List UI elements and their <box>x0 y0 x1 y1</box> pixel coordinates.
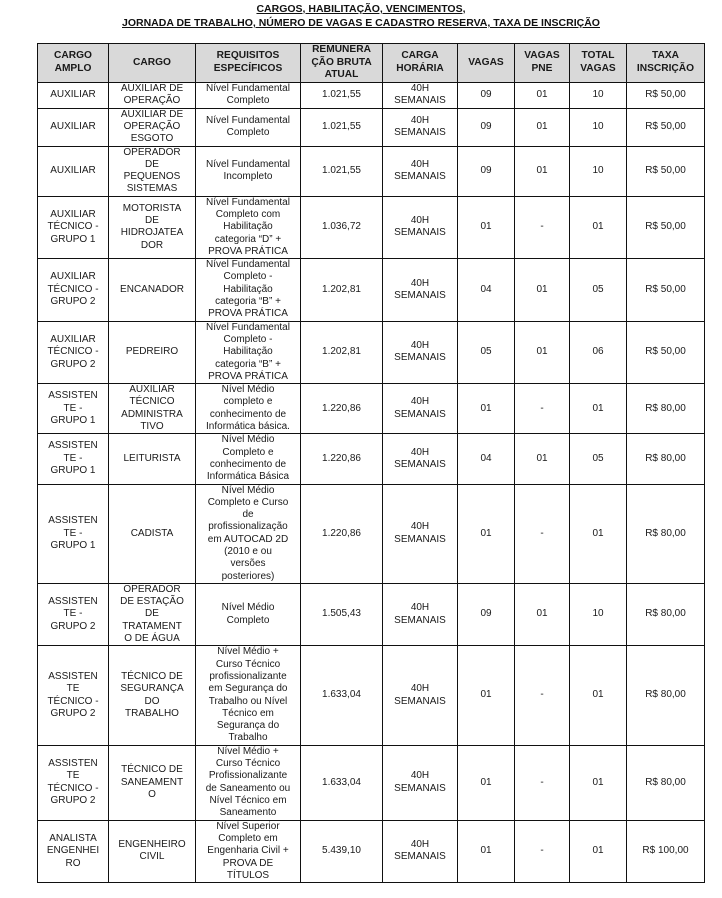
cell-taxa-inscricao <box>627 646 705 745</box>
cell-requisitos-especificos <box>196 484 301 583</box>
cell-cargo-amplo <box>38 434 109 484</box>
cell-taxa-inscricao <box>627 384 705 434</box>
cell-remuneracao-bruta-atual <box>301 484 383 583</box>
cargo-value: CADISTA <box>130 527 174 539</box>
cell-carga-horaria <box>383 484 458 583</box>
cell-total-vagas <box>570 108 627 146</box>
taxa-inscricao-value: R$ 100,00 <box>642 845 689 857</box>
vagas-value: 01 <box>480 845 492 857</box>
total-vagas-value: 10 <box>592 164 604 176</box>
cell-requisitos-especificos <box>196 745 301 820</box>
table-row <box>38 434 705 484</box>
cell-total-vagas <box>570 745 627 820</box>
cargo-value: OPERADOR DE PEQUENOS SISTEMAS <box>123 146 181 195</box>
cell-total-vagas <box>570 259 627 321</box>
table-row <box>38 646 705 745</box>
cell-carga-horaria <box>383 196 458 258</box>
cell-vagas-pne <box>515 384 570 434</box>
cell-cargo-amplo <box>38 82 109 108</box>
vagas-value: 09 <box>480 164 492 176</box>
table-row <box>38 820 705 882</box>
taxa-inscricao-value: R$ 80,00 <box>645 527 686 539</box>
taxa-inscricao-value: R$ 50,00 <box>645 283 686 295</box>
cell-remuneracao-bruta-atual <box>301 321 383 383</box>
vagas-value: 01 <box>480 527 492 539</box>
requisitos-especificos-value: Nível Fundamental Completo - Habilitação categoria “B” + PROVA PRÁTICA <box>206 321 290 382</box>
vagas-pne-value: - <box>540 402 544 414</box>
cargo-value: ENCANADOR <box>120 283 184 295</box>
cell-total-vagas <box>570 820 627 882</box>
taxa-inscricao-value: R$ 50,00 <box>645 346 686 358</box>
cell-cargo <box>109 321 196 383</box>
requisitos-especificos-value: Nível Fundamental Completo - Habilitação categoria “B” + PROVA PRÁTICA <box>206 259 290 320</box>
remuneracao-bruta-atual-value: 1.021,55 <box>322 164 361 176</box>
cell-cargo <box>109 646 196 745</box>
cell-taxa-inscricao <box>627 196 705 258</box>
carga-horaria-value: 40H SEMANAIS <box>394 277 446 301</box>
cell-vagas-pne <box>515 745 570 820</box>
carga-horaria-value: 40H SEMANAIS <box>394 683 446 707</box>
carga-horaria-value: 40H SEMANAIS <box>394 82 446 106</box>
cargo-value: AUXILIAR TÉCNICO ADMINISTRA TIVO <box>121 384 183 433</box>
column-header-label: REQUISITOS ESPECÍFICOS <box>213 50 283 74</box>
table-row <box>38 745 705 820</box>
cargo-value: TÉCNICO DE SANEAMENT O <box>120 764 184 800</box>
cargo-amplo-value: AUXILIAR <box>50 120 96 132</box>
cargo-value: LEITURISTA <box>123 452 181 464</box>
table-row <box>38 583 705 645</box>
carga-horaria-value: 40H SEMANAIS <box>394 340 446 364</box>
cell-vagas-pne <box>515 321 570 383</box>
vagas-value: 09 <box>480 608 492 620</box>
cell-carga-horaria <box>383 820 458 882</box>
cell-cargo <box>109 196 196 258</box>
cell-requisitos-especificos <box>196 146 301 196</box>
remuneracao-bruta-atual-value: 1.220,86 <box>322 452 361 464</box>
requisitos-especificos-value: Nível Médio Completo e Curso de profissionalização em AUTOCAD 2D (2010 e ou versões posteriores) <box>207 484 289 582</box>
column-header-carga-horaria <box>383 44 458 83</box>
cell-cargo-amplo <box>38 259 109 321</box>
cell-cargo-amplo <box>38 108 109 146</box>
column-header-vagas <box>458 44 515 83</box>
positions-table <box>37 43 705 883</box>
vagas-value: 01 <box>480 689 492 701</box>
column-header-cargo-amplo <box>38 44 109 83</box>
cell-cargo-amplo <box>38 146 109 196</box>
cell-carga-horaria <box>383 434 458 484</box>
requisitos-especificos-value: Nível Fundamental Completo <box>206 114 290 138</box>
cell-vagas-pne <box>515 196 570 258</box>
cargo-value: AUXILIAR DE OPERAÇÃO <box>120 82 184 106</box>
column-header-label: CARGA HORÁRIA <box>396 50 444 74</box>
vagas-value: 01 <box>480 402 492 414</box>
vagas-pne-value: - <box>540 689 544 701</box>
cargo-value: MOTORISTA DE HIDROJATEA DOR <box>120 202 184 251</box>
cell-total-vagas <box>570 321 627 383</box>
cell-cargo <box>109 434 196 484</box>
cargo-value: OPERADOR DE ESTAÇÃO DE TRATAMENT O DE ÁGUA <box>120 583 184 645</box>
cell-carga-horaria <box>383 583 458 645</box>
cell-carga-horaria <box>383 745 458 820</box>
column-header-remuneracao-bruta-atual <box>301 44 383 83</box>
cell-vagas-pne <box>515 820 570 882</box>
cargo-amplo-value: ASSISTEN TE - GRUPO 1 <box>48 515 98 551</box>
cell-vagas <box>458 146 515 196</box>
taxa-inscricao-value: R$ 80,00 <box>645 689 686 701</box>
cell-total-vagas <box>570 196 627 258</box>
cargo-amplo-value: ASSISTEN TE - GRUPO 2 <box>48 596 98 632</box>
cell-cargo <box>109 384 196 434</box>
column-header-requisitos-especificos <box>196 44 301 83</box>
vagas-value: 01 <box>480 776 492 788</box>
cell-cargo-amplo <box>38 321 109 383</box>
table-body <box>38 82 705 883</box>
carga-horaria-value: 40H SEMANAIS <box>394 770 446 794</box>
cell-remuneracao-bruta-atual <box>301 583 383 645</box>
vagas-pne-value: 01 <box>536 164 548 176</box>
remuneracao-bruta-atual-value: 1.021,55 <box>322 88 361 100</box>
vagas-pne-value: - <box>540 845 544 857</box>
carga-horaria-value: 40H SEMANAIS <box>394 158 446 183</box>
cargo-amplo-value: AUXILIAR TÉCNICO - GRUPO 1 <box>47 208 99 245</box>
cell-cargo <box>109 745 196 820</box>
cargo-amplo-value: AUXILIAR <box>50 164 96 176</box>
vagas-pne-value: - <box>540 221 544 233</box>
column-header-vagas-pne <box>515 44 570 83</box>
cell-taxa-inscricao <box>627 434 705 484</box>
vagas-pne-value: 01 <box>536 283 548 295</box>
column-header-label: REMUNERA ÇÃO BRUTA ATUAL <box>311 44 372 80</box>
cell-cargo-amplo <box>38 484 109 583</box>
cell-vagas-pne <box>515 646 570 745</box>
cell-total-vagas <box>570 82 627 108</box>
cell-total-vagas <box>570 646 627 745</box>
cell-taxa-inscricao <box>627 321 705 383</box>
document-title-line-1: CARGOS, HABILITAÇÃO, VENCIMENTOS, <box>256 3 466 15</box>
total-vagas-value: 05 <box>592 452 604 464</box>
cell-vagas <box>458 583 515 645</box>
cell-total-vagas <box>570 583 627 645</box>
cargo-amplo-value: AUXILIAR TÉCNICO - GRUPO 2 <box>47 333 99 370</box>
cell-remuneracao-bruta-atual <box>301 434 383 484</box>
vagas-value: 05 <box>480 346 492 358</box>
cargo-value: PEDREIRO <box>125 346 179 358</box>
total-vagas-value: 10 <box>592 88 604 100</box>
cargo-value: TÉCNICO DE SEGURANÇA DO TRABALHO <box>120 670 184 719</box>
requisitos-especificos-value: Nível Médio Completo <box>221 602 275 626</box>
cell-requisitos-especificos <box>196 196 301 258</box>
cell-vagas-pne <box>515 82 570 108</box>
vagas-pne-value: 01 <box>536 608 548 620</box>
cargo-amplo-value: ASSISTEN TE TÉCNICO - GRUPO 2 <box>47 670 99 719</box>
cargo-value: AUXILIAR DE OPERAÇÃO ESGOTO <box>120 108 184 145</box>
table-row <box>38 484 705 583</box>
total-vagas-value: 10 <box>592 120 604 132</box>
total-vagas-value: 01 <box>592 221 604 233</box>
cell-remuneracao-bruta-atual <box>301 646 383 745</box>
total-vagas-value: 01 <box>592 689 604 701</box>
cell-vagas-pne <box>515 583 570 645</box>
cell-remuneracao-bruta-atual <box>301 108 383 146</box>
cell-cargo <box>109 820 196 882</box>
cell-cargo <box>109 484 196 583</box>
cell-remuneracao-bruta-atual <box>301 745 383 820</box>
cell-carga-horaria <box>383 259 458 321</box>
cell-carga-horaria <box>383 321 458 383</box>
remuneracao-bruta-atual-value: 1.505,43 <box>322 608 361 620</box>
remuneracao-bruta-atual-value: 1.220,86 <box>322 402 361 414</box>
cell-taxa-inscricao <box>627 259 705 321</box>
cell-vagas <box>458 484 515 583</box>
cargo-value: ENGENHEIRO CIVIL <box>118 839 186 863</box>
requisitos-especificos-value: Nível Médio completo e conhecimento de Informática básica. <box>206 384 290 433</box>
cell-requisitos-especificos <box>196 384 301 434</box>
total-vagas-value: 06 <box>592 346 604 358</box>
cell-carga-horaria <box>383 108 458 146</box>
vagas-pne-value: 01 <box>536 346 548 358</box>
table-row <box>38 108 705 146</box>
remuneracao-bruta-atual-value: 1.036,72 <box>322 221 361 233</box>
table-row <box>38 146 705 196</box>
taxa-inscricao-value: R$ 50,00 <box>645 88 686 100</box>
cell-cargo <box>109 146 196 196</box>
column-header-label: VAGAS <box>468 56 504 68</box>
cell-remuneracao-bruta-atual <box>301 146 383 196</box>
remuneracao-bruta-atual-value: 1.202,81 <box>322 346 361 358</box>
carga-horaria-value: 40H SEMANAIS <box>394 839 446 863</box>
requisitos-especificos-value: Nível Médio Completo e conhecimento de Informática Básica <box>206 434 290 483</box>
column-header-taxa-inscricao <box>627 44 705 83</box>
cell-remuneracao-bruta-atual <box>301 82 383 108</box>
cell-vagas <box>458 820 515 882</box>
cell-vagas-pne <box>515 108 570 146</box>
carga-horaria-value: 40H SEMANAIS <box>394 446 446 470</box>
cargo-amplo-value: ASSISTEN TE - GRUPO 1 <box>48 440 98 477</box>
remuneracao-bruta-atual-value: 5.439,10 <box>322 845 361 857</box>
cell-vagas <box>458 646 515 745</box>
table-row <box>38 196 705 258</box>
total-vagas-value: 10 <box>592 608 604 620</box>
cell-vagas <box>458 108 515 146</box>
cell-taxa-inscricao <box>627 108 705 146</box>
total-vagas-value: 01 <box>592 527 604 539</box>
vagas-value: 04 <box>480 283 492 295</box>
carga-horaria-value: 40H SEMANAIS <box>394 602 446 626</box>
cell-cargo-amplo <box>38 384 109 434</box>
cell-taxa-inscricao <box>627 484 705 583</box>
cell-remuneracao-bruta-atual <box>301 196 383 258</box>
total-vagas-value: 01 <box>592 402 604 414</box>
cargo-amplo-value: ASSISTEN TE - GRUPO 1 <box>48 390 98 426</box>
cell-total-vagas <box>570 384 627 434</box>
cell-vagas-pne <box>515 146 570 196</box>
cell-vagas-pne <box>515 484 570 583</box>
cell-cargo-amplo <box>38 583 109 645</box>
cell-vagas-pne <box>515 434 570 484</box>
cell-vagas <box>458 82 515 108</box>
cell-vagas <box>458 259 515 321</box>
taxa-inscricao-value: R$ 80,00 <box>645 402 686 414</box>
cell-cargo <box>109 259 196 321</box>
column-header-total-vagas <box>570 44 627 83</box>
vagas-value: 01 <box>480 221 492 233</box>
cell-requisitos-especificos <box>196 583 301 645</box>
cell-remuneracao-bruta-atual <box>301 820 383 882</box>
vagas-pne-value: - <box>540 527 544 539</box>
cell-requisitos-especificos <box>196 321 301 383</box>
vagas-pne-value: - <box>540 776 544 788</box>
taxa-inscricao-value: R$ 50,00 <box>645 164 686 176</box>
column-header-label: TAXA INSCRIÇÃO <box>636 50 695 74</box>
remuneracao-bruta-atual-value: 1.220,86 <box>322 527 361 539</box>
cell-requisitos-especificos <box>196 82 301 108</box>
cell-carga-horaria <box>383 82 458 108</box>
cell-vagas <box>458 321 515 383</box>
requisitos-especificos-value: Nível Superior Completo em Engenharia Civil + PROVA DE TÍTULOS <box>207 820 289 881</box>
requisitos-especificos-value: Nível Fundamental Completo com Habilitação categoria “D” + PROVA PRÁTICA <box>206 196 290 257</box>
cell-remuneracao-bruta-atual <box>301 384 383 434</box>
cell-carga-horaria <box>383 146 458 196</box>
cell-total-vagas <box>570 434 627 484</box>
cell-requisitos-especificos <box>196 434 301 484</box>
vagas-value: 04 <box>480 452 492 464</box>
taxa-inscricao-value: R$ 80,00 <box>645 608 686 620</box>
total-vagas-value: 01 <box>592 776 604 788</box>
remuneracao-bruta-atual-value: 1.202,81 <box>322 283 361 295</box>
vagas-pne-value: 01 <box>536 88 548 100</box>
vagas-value: 09 <box>480 120 492 132</box>
carga-horaria-value: 40H SEMANAIS <box>394 521 446 545</box>
cell-cargo <box>109 583 196 645</box>
cell-vagas-pne <box>515 259 570 321</box>
cell-requisitos-especificos <box>196 820 301 882</box>
column-header-cargo <box>109 44 196 83</box>
cell-vagas <box>458 745 515 820</box>
cell-carga-horaria <box>383 384 458 434</box>
taxa-inscricao-value: R$ 50,00 <box>645 120 686 132</box>
cargo-amplo-value: ANALISTA ENGENHEI RO <box>46 833 100 869</box>
cell-requisitos-especificos <box>196 646 301 745</box>
table-row <box>38 82 705 108</box>
requisitos-especificos-value: Nível Médio + Curso Técnico profissionalizante em Segurança do Trabalho ou Nível Técnico em Segurança do Trabalho <box>208 646 288 744</box>
cargo-amplo-value: AUXILIAR TÉCNICO - GRUPO 2 <box>47 271 99 308</box>
cell-cargo-amplo <box>38 820 109 882</box>
cell-cargo-amplo <box>38 646 109 745</box>
vagas-value: 09 <box>480 88 492 100</box>
document-title-line-2: JORNADA DE TRABALHO, NÚMERO DE VAGAS E CADASTRO RESERVA, TAXA DE INSCRIÇÃO <box>122 17 600 29</box>
cell-remuneracao-bruta-atual <box>301 259 383 321</box>
table-row <box>38 384 705 434</box>
vagas-pne-value: 01 <box>536 452 548 464</box>
cell-taxa-inscricao <box>627 745 705 820</box>
cell-taxa-inscricao <box>627 583 705 645</box>
cell-vagas <box>458 384 515 434</box>
table-row <box>38 321 705 383</box>
cell-taxa-inscricao <box>627 820 705 882</box>
total-vagas-value: 05 <box>592 283 604 295</box>
carga-horaria-value: 40H SEMANAIS <box>394 396 446 420</box>
column-header-label: TOTAL VAGAS <box>580 50 616 74</box>
vagas-pne-value: 01 <box>536 120 548 132</box>
remuneracao-bruta-atual-value: 1.633,04 <box>322 689 361 701</box>
column-header-label: CARGO <box>133 56 171 68</box>
cell-taxa-inscricao <box>627 146 705 196</box>
requisitos-especificos-value: Nível Fundamental Incompleto <box>206 158 290 183</box>
table-row <box>38 259 705 321</box>
requisitos-especificos-value: Nível Médio + Curso Técnico Profissionalizante de Saneamento ou Nível Técnico em Saneamento <box>205 745 291 819</box>
cargo-amplo-value: AUXILIAR <box>50 88 96 100</box>
cell-taxa-inscricao <box>627 82 705 108</box>
taxa-inscricao-value: R$ 80,00 <box>645 452 686 464</box>
cell-requisitos-especificos <box>196 259 301 321</box>
cell-total-vagas <box>570 146 627 196</box>
cell-requisitos-especificos <box>196 108 301 146</box>
cell-cargo-amplo <box>38 196 109 258</box>
cell-vagas <box>458 434 515 484</box>
cell-cargo <box>109 108 196 146</box>
taxa-inscricao-value: R$ 80,00 <box>645 776 686 788</box>
cell-total-vagas <box>570 484 627 583</box>
taxa-inscricao-value: R$ 50,00 <box>645 221 686 233</box>
cargo-amplo-value: ASSISTEN TE TÉCNICO - GRUPO 2 <box>47 758 99 807</box>
remuneracao-bruta-atual-value: 1.633,04 <box>322 776 361 788</box>
carga-horaria-value: 40H SEMANAIS <box>394 114 446 138</box>
cell-vagas <box>458 196 515 258</box>
total-vagas-value: 01 <box>592 845 604 857</box>
requisitos-especificos-value: Nível Fundamental Completo <box>206 82 290 106</box>
column-header-label: VAGAS PNE <box>524 50 560 74</box>
remuneracao-bruta-atual-value: 1.021,55 <box>322 120 361 132</box>
table-header-row <box>38 44 705 83</box>
column-header-label: CARGO AMPLO <box>54 50 92 74</box>
carga-horaria-value: 40H SEMANAIS <box>394 215 446 239</box>
cell-carga-horaria <box>383 646 458 745</box>
cell-cargo-amplo <box>38 745 109 820</box>
cell-cargo <box>109 82 196 108</box>
